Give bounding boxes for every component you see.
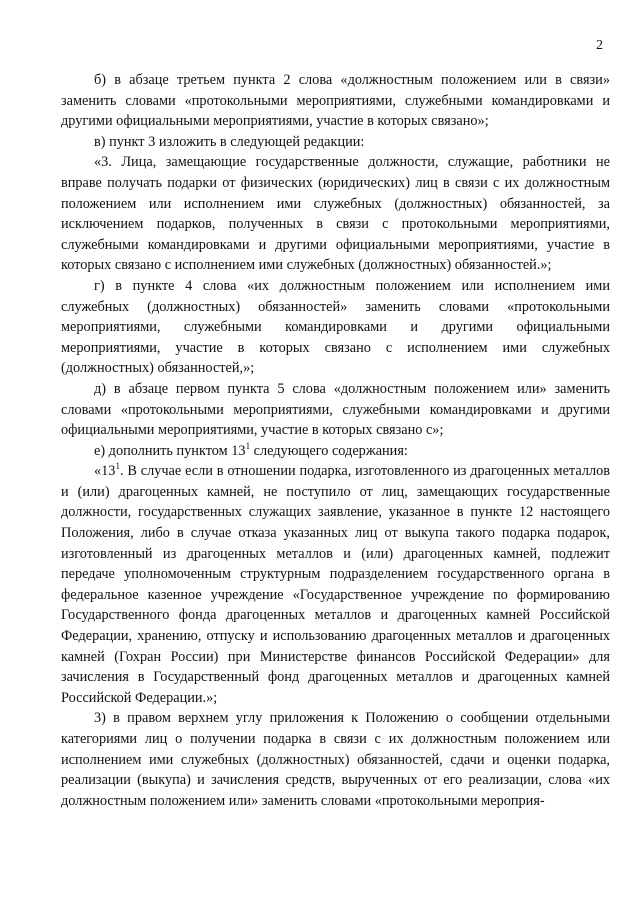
paragraph-e bbox=[61, 441, 610, 462]
paragraph-d: д) в абзаце первом пункта 5 слова «должностным положением или» заменить словами «протокольными мероприятиями, служебными командировками и другими официальными мероприятиями, участие в которых связано с»; bbox=[61, 380, 610, 439]
paragraph-g: г) в пункте 4 слова «их должностным положением или исполнением ими служебных (должностных) обязанностей» заменить словами «протокольными мероприятиями, служебными командировками и другими официальными мероприятиями, участие в которых связано с исполнением ими служебных (должностных) обязанностей,»; bbox=[61, 277, 610, 377]
paragraph-b: б) в абзаце третьем пункта 2 слова «должностным положением или в связи» заменить словами «протокольными мероприятиями, служебными командировками и другими официальными мероприятиями, участие в которых связано»; bbox=[61, 72, 610, 130]
superscript: 1 bbox=[245, 440, 251, 451]
document-body bbox=[61, 70, 610, 811]
superscript: 1 bbox=[115, 461, 120, 472]
paragraph-e-text: е) дополнить пунктом 13 bbox=[94, 442, 246, 459]
paragraph-3: 3) в правом верхнем углу приложения к Положению о сообщении отдельными категориями лиц о получении подарка в связи с их должностным положением или исполнением ими служебных (должностных) обязанностей, сдачи и оценки подарка, реализации (выкупа) и зачисления средств, вырученных от его реализации, слова «их должностным положением или» заменить словами «протокольными мероприя- bbox=[61, 710, 610, 809]
paragraph-e-text-end: следующего содержания: bbox=[250, 442, 408, 459]
paragraph-point-13-1 bbox=[61, 461, 610, 708]
paragraph-v: в) пункт 3 изложить в следующей редакции: bbox=[94, 133, 365, 150]
paragraph-13-1-text: . В случае если в отношении подарка, изготовленного из драгоценных металлов и (или) драгоценных камней, не поступило от лиц, замещающих государственные должности, государственных служащих заявление, указанное в пункте 12 настоящего Положения, либо в случае отказа указанных лиц от выкупа такого подарка подарок, изготовленный из драгоценных металлов и (или) драгоценных камней, подлежит передаче уполномоченным структурным подразделением государственного органа в федеральное казенное учреждение «Государственное учреждение по формированию Государственного фонда драгоценных металлов и драгоценных камней Российской Федерации, хранению, отпуску и использованию драгоценных металлов и драгоценных камней (Гохран России) при Министерстве финансов Российской Федерации» для зачисления в Государственный фонд драгоценных металлов и драгоценных камней Российской Федерации.»; bbox=[61, 463, 610, 706]
paragraph-13-1-number: «13 bbox=[94, 463, 116, 480]
paragraph-point-3: «3. Лица, замещающие государственные должности, служащие, работники не вправе получать подарки от физических (юридических) лиц в связи с их должностным положением или исполнением ими служебных (должностных) обязанностей, за исключением подарков, полученных в связи с протокольными мероприятиями, служебными командировками и другими официальными мероприятиями, участие в которых связано с исполнением ими служебных (должностных) обязанностей.»; bbox=[61, 154, 610, 274]
page-number: 2 bbox=[596, 38, 603, 53]
